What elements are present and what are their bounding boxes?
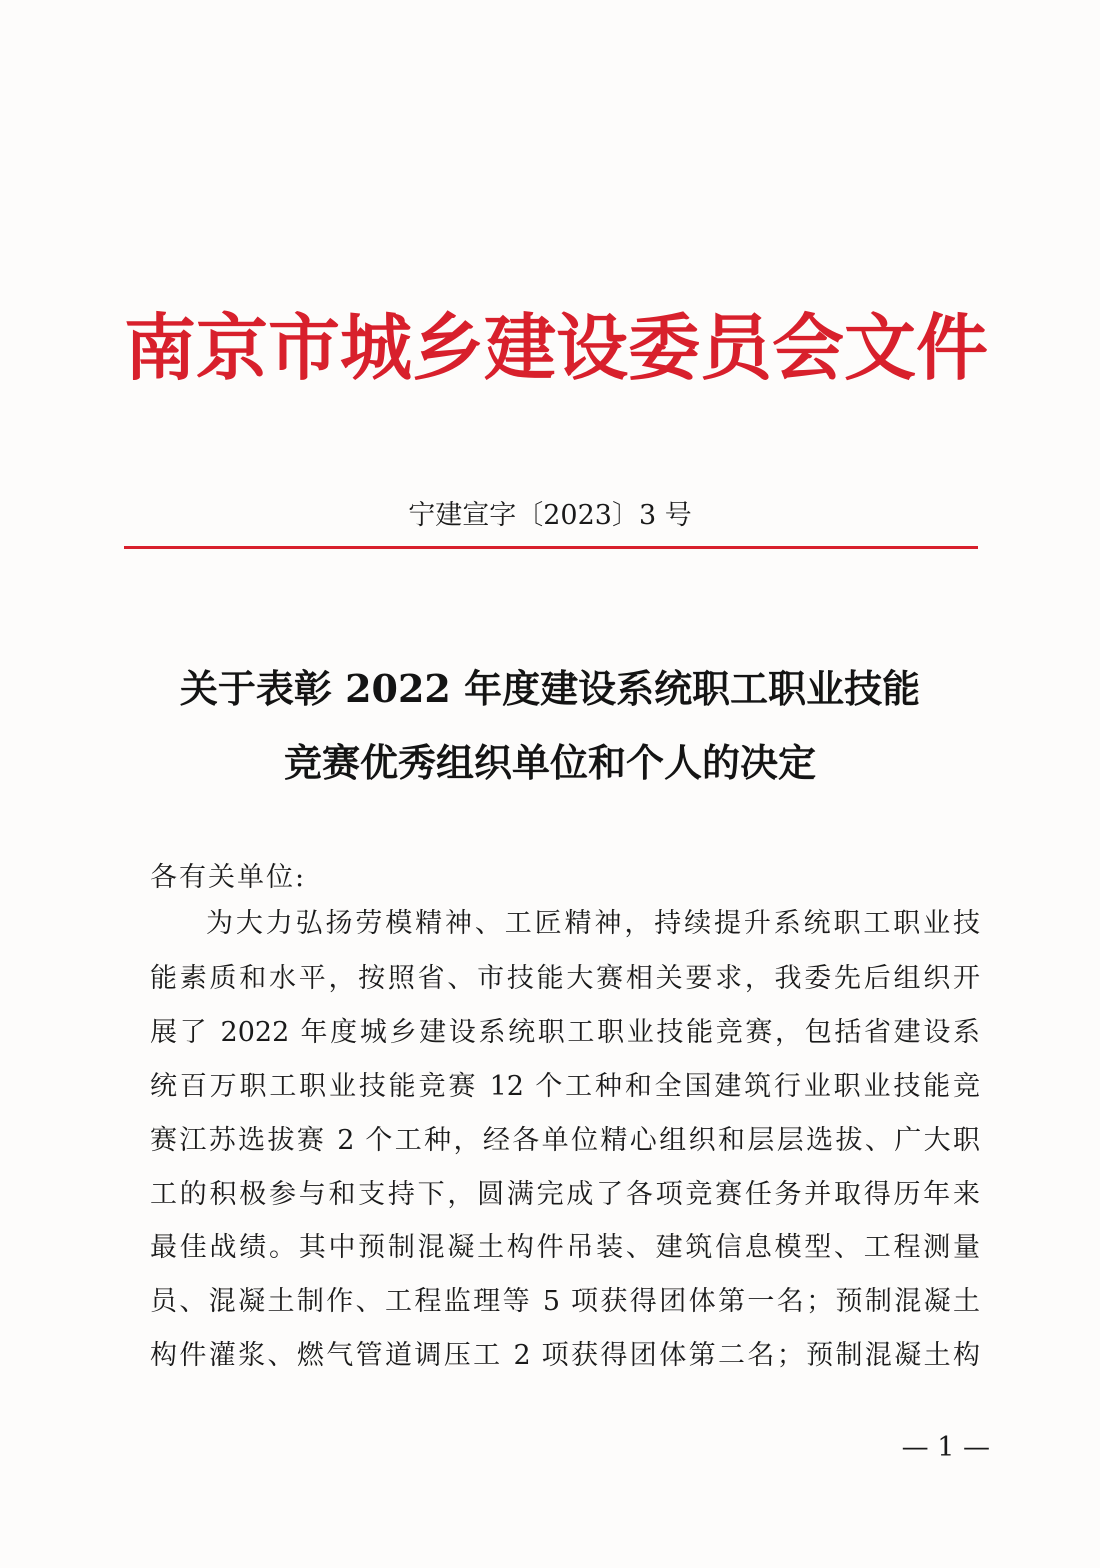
- body-line: 统百万职工职业技能竞赛 12 个工种和全国建筑行业职业技能竞: [150, 1071, 980, 1102]
- body-line: 赛江苏选拔赛 2 个工种，经各单位精心组织和层层选拔、广大职: [150, 1125, 980, 1156]
- document-number: 宁建宣字〔2023〕3 号: [408, 500, 692, 531]
- body-line: 能素质和水平，按照省、市技能大赛相关要求，我委先后组织开: [150, 963, 980, 994]
- body-line: 展了 2022 年度城乡建设系统职工职业技能竞赛，包括省建设系: [150, 1017, 980, 1048]
- issuing-organization-header: 南京市城乡建设委员会文件: [124, 305, 989, 390]
- red-separator-line: [124, 546, 978, 549]
- body-line: 为大力弘扬劳模精神、工匠精神，持续提升系统职工职业技: [206, 908, 980, 939]
- body-line: 员、混凝土制作、工程监理等 5 项获得团体第一名；预制混凝土: [150, 1286, 980, 1317]
- body-line: 构件灌浆、燃气管道调压工 2 项获得团体第二名；预制混凝土构: [150, 1340, 980, 1371]
- body-line: 工的积极参与和支持下，圆满完成了各项竞赛任务并取得历年来: [150, 1179, 980, 1210]
- page-number: — 1 —: [901, 1432, 990, 1463]
- document-title-line-2: 竞赛优秀组织单位和个人的决定: [283, 740, 816, 785]
- salutation: 各有关单位:: [150, 862, 307, 893]
- document-title-line-1: 关于表彰 2022 年度建设系统职工职业技能: [179, 666, 921, 711]
- body-line: 最佳战绩。其中预制混凝土构件吊装、建筑信息模型、工程测量: [150, 1232, 980, 1263]
